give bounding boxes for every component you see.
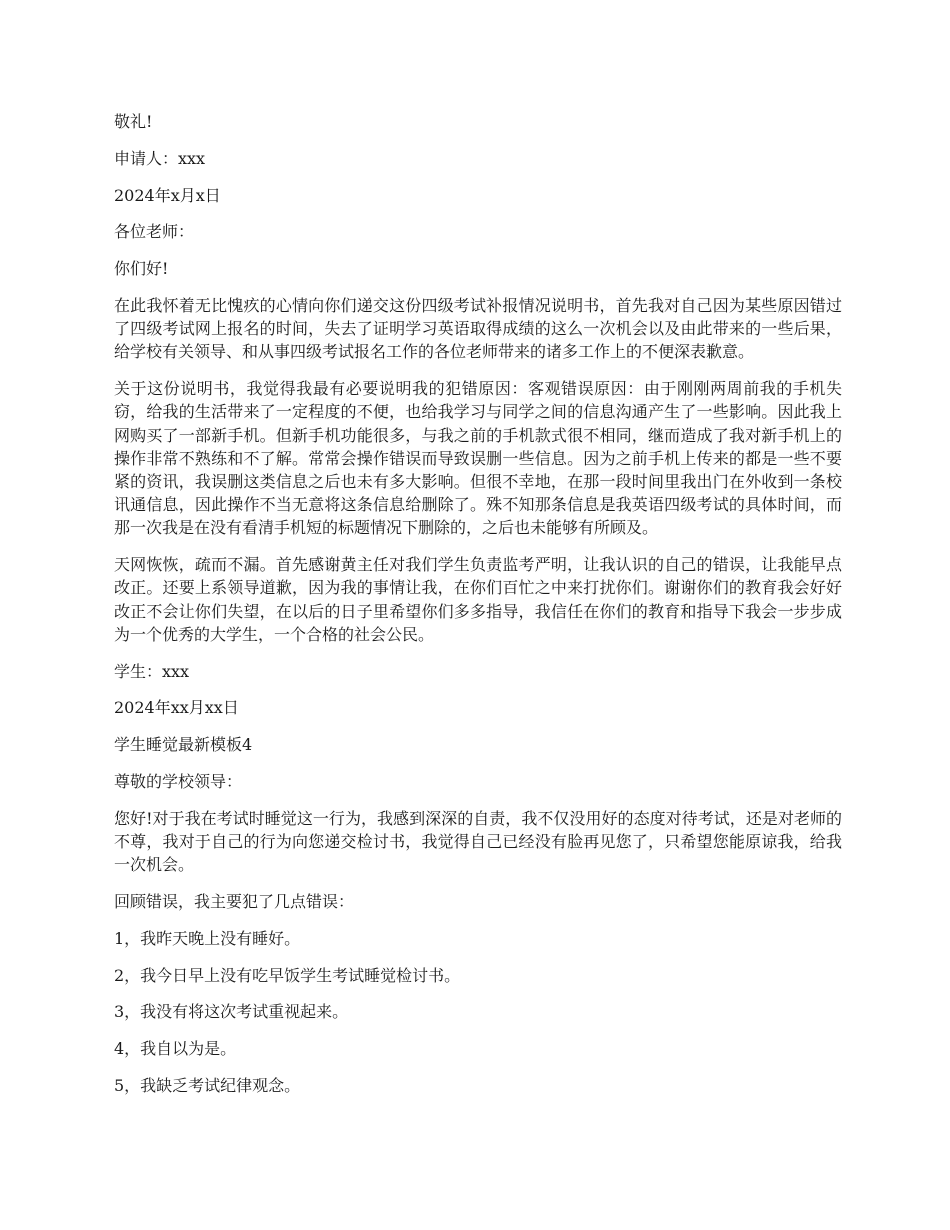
document-body <box>114 110 842 1111</box>
greeting-hello: 你们好! <box>114 259 169 279</box>
list-item: 5，我缺乏考试纪律观念。 <box>114 1075 301 1095</box>
list-item: 2，我今日早上没有吃早饭学生考试睡觉检讨书。 <box>114 965 461 985</box>
salutation-closing: 敬礼! <box>114 112 153 131</box>
applicant-line: 申请人：xxx <box>114 148 206 168</box>
date-line: 2024年x月x日 <box>114 185 221 205</box>
date-line: 2024年xx月xx日 <box>114 698 239 718</box>
body-paragraph: 您好!对于我在考试时睡觉这一行为，我感到深深的自责，我不仅没用好的态度对待考试，还是对老师的不尊，我对于自己的行为向您递交检讨书，我觉得自己已经没有脸再见您了，只希望您能原谅我，给我一次机会。 <box>114 808 842 875</box>
student-signature: 学生：xxx <box>114 661 190 681</box>
section-title: 学生睡觉最新模板4 <box>114 735 253 755</box>
greeting-leaders: 尊敬的学校领导： <box>114 772 243 791</box>
body-paragraph: 在此我怀着无比愧疚的心情向你们递交这份四级考试补报情况说明书，首先我对自己因为某些原因错过了四级考试网上报名的时间，失去了证明学习英语取得成绩的这么一次机会以及由此带来的一些后果，给学校有关领导、和从事四级考试报名工作的各位老师带来的诸多工作上的不便深表歉意。 <box>114 295 842 362</box>
greeting-teachers: 各位老师： <box>114 222 195 242</box>
list-item: 3，我没有将这次考试重视起来。 <box>114 1002 349 1022</box>
body-paragraph: 关于这份说明书，我觉得我最有必要说明我的犯错原因：客观错误原因：由于刚刚两周前我的手机失窃，给我的生活带来了一定程度的不便，也给我学习与同学之间的信息沟通产生了一些影响。因此我上网购买了一部新手机。但新手机功能很多，与我之前的手机款式很不相同，继而造成了我对新手机上的操作非常不熟练和不了解。常常会操作错误而导致误删一些信息。因为之前手机上传来的都是一些不要紧的资讯，我误删这类信息之后也未有多大影响。但很不幸地，在那一段时间里我出门在外收到一条校讯通信息，因此操作不当无意将这条信息给删除了。殊不知那条信息是我英语四级考试的具体时间，而那一次我是在没有看清手机短的标题情况下删除的，之后也未能够有所顾及。 <box>114 379 842 538</box>
list-item: 1，我昨天晚上没有睡好。 <box>114 928 301 948</box>
list-intro: 回顾错误，我主要犯了几点错误： <box>114 892 355 911</box>
body-paragraph: 天网恢恢，疏而不漏。首先感谢黄主任对我们学生负责监考严明，让我认识的自己的错误，让我能早点改正。还要上系领导道歉，因为我的事情让我，在你们百忙之中来打扰你们。谢谢你们的教育我会好好改正不会让你们失望，在以后的日子里希望你们多多指导，我信任在你们的教育和指导下我会一步步成为一个优秀的大学生，一个合格的社会公民。 <box>114 555 842 644</box>
list-item: 4，我自以为是。 <box>114 1039 237 1059</box>
